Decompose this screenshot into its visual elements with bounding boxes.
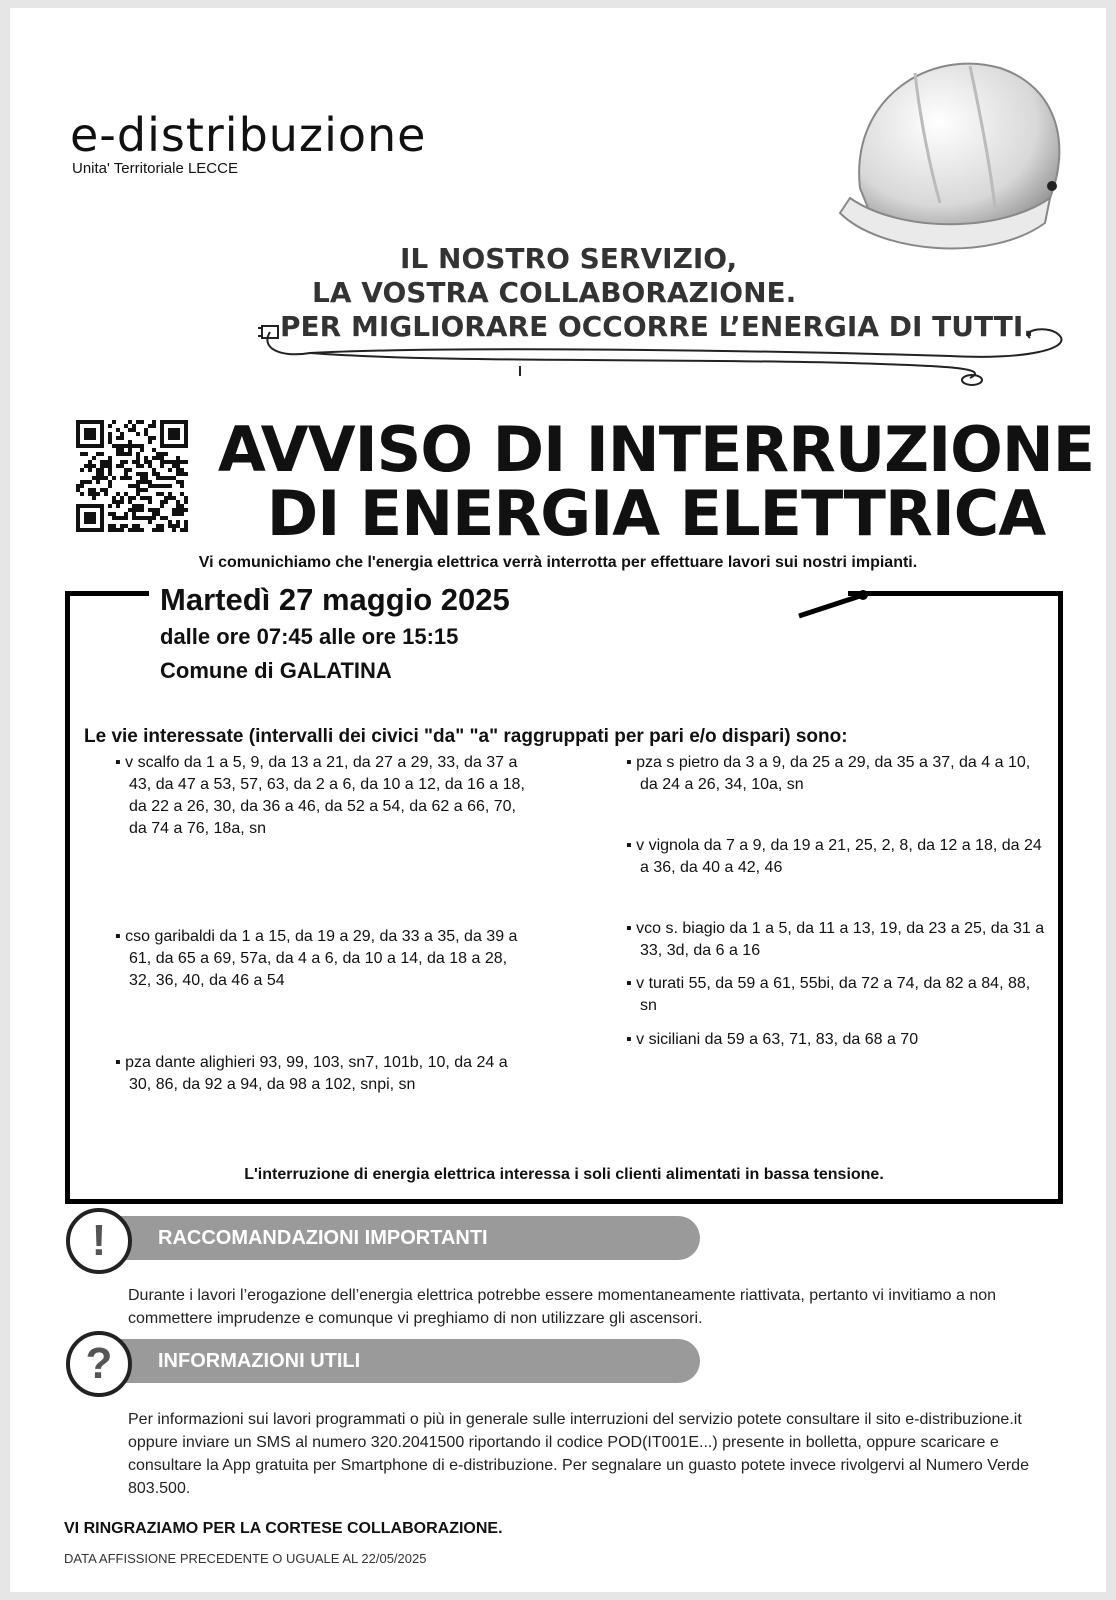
interruption-date: Martedì 27 maggio 2025 bbox=[160, 582, 510, 617]
street-item: ▪ v turati 55, da 59 a 61, 55bi, da 72 a 74, da 82 a 84, 88, sn bbox=[626, 973, 1050, 1017]
box-top-border-right bbox=[848, 591, 1058, 596]
street-item: ▪ pza s pietro da 3 a 9, da 25 a 29, da 35 a 37, da 4 a 10, da 24 a 26, 34, 10a, sn bbox=[626, 752, 1050, 796]
slogan-line-3: PER MIGLIORARE OCCORRE L’ENERGIA DI TUTTI. bbox=[280, 310, 1034, 343]
notice-sheet bbox=[10, 8, 1106, 1592]
street-item: ▪ cso garibaldi da 1 a 15, da 19 a 29, da 33 a 35, da 39 a 61, da 65 a 69, 57a, da 4 a 6, da 10 a 14, da 18 a 28, 32, 36, 40, da 46 a 54 bbox=[115, 926, 529, 992]
notice-title-line-1: AVVISO DI INTERRUZIONE bbox=[217, 413, 1095, 486]
thanks-line: VI RINGRAZIAMO PER LA CORTESE COLLABORAZIONE. bbox=[64, 1520, 503, 1537]
interruption-comune: Comune di GALATINA bbox=[160, 658, 392, 683]
posting-date: DATA AFFISSIONE PRECEDENTE O UGUALE AL 22/05/2025 bbox=[64, 1551, 427, 1566]
street-item: ▪ v siciliani da 59 a 63, 71, 83, da 68 a 70 bbox=[626, 1029, 1050, 1051]
low-voltage-note: L'interruzione di energia elettrica interessa i soli clienti alimentati in bassa tensione. bbox=[244, 1166, 884, 1183]
question-icon: ? bbox=[66, 1331, 132, 1397]
notice-subtitle: Vi comunichiamo che l'energia elettrica verrà interrotta per effettuare lavori sui nostri impianti. bbox=[198, 554, 918, 571]
recommendations-text: Durante i lavori l’erogazione dell’energia elettrica potrebbe essere momentaneamente riattivata, pertanto vi invitiamo a non commettere imprudenze e comunque vi preghiamo di non utilizzare gli ascensori. bbox=[128, 1287, 997, 1327]
interruption-hours: dalle ore 07:45 alle ore 15:15 bbox=[160, 624, 459, 649]
streets-heading: Le vie interessate (intervalli dei civici "da" "a" raggruppati per pari e/o dispari) sono: bbox=[84, 726, 848, 747]
info-heading: INFORMAZIONI UTILI bbox=[110, 1339, 700, 1383]
street-item: ▪ vco s. biagio da 1 a 5, da 11 a 13, 19, da 23 a 25, da 31 a 33, 3d, da 6 a 16 bbox=[626, 918, 1050, 962]
slogan-line-2: LA VOSTRA COLLABORAZIONE. bbox=[312, 276, 797, 309]
slogan-line-1: IL NOSTRO SERVIZIO, bbox=[400, 242, 738, 275]
territorial-unit: Unita' Territoriale LECCE bbox=[72, 160, 238, 177]
qr-code-icon bbox=[76, 420, 188, 532]
box-lifted-corner bbox=[795, 583, 875, 623]
street-item: ▪ v scalfo da 1 a 5, 9, da 13 a 21, da 27 a 29, 33, da 37 a 43, da 47 a 53, 57, 63, da 2 a 6, da 10 a 12, da 16 a 18, da 22 a 26, 30, da 36 a 46, da 52 a 54, da 62 a 66, 70, da 74 a 76, 18a, sn bbox=[115, 752, 529, 840]
exclamation-icon: ! bbox=[66, 1208, 132, 1274]
notice-title-line-2: DI ENERGIA ELETTRICA bbox=[266, 477, 1046, 550]
box-top-border-left bbox=[65, 591, 149, 596]
notice-title bbox=[206, 413, 1106, 550]
e-distribuzione-logo: e-distribuzione bbox=[70, 108, 427, 162]
plug-cable-icon bbox=[250, 308, 1090, 408]
street-item: ▪ pza dante alighieri 93, 99, 103, sn7, 101b, 10, da 24 a 30, 86, da 92 a 94, da 98 a 102, snpi, sn bbox=[115, 1052, 529, 1096]
recommendations-heading: RACCOMANDAZIONI IMPORTANTI bbox=[110, 1216, 700, 1260]
info-text: Per informazioni sui lavori programmati o più in generale sulle interruzioni del servizio potete consultare il sito e-distribuzione.it oppure inviare un SMS al numero 320.2041500 riportando il codice POD(IT001E...) presente in bolletta, oppure scaricare e consultare la App gratuita per Smartphone di e-distribuzione. Per segnalare un guasto potete invece rivolgervi al Numero Verde 803.500. bbox=[128, 1411, 1029, 1497]
street-item: ▪ v vignola da 7 a 9, da 19 a 21, 25, 2, 8, da 12 a 18, da 24 a 36, da 40 a 42, 46 bbox=[626, 835, 1050, 879]
